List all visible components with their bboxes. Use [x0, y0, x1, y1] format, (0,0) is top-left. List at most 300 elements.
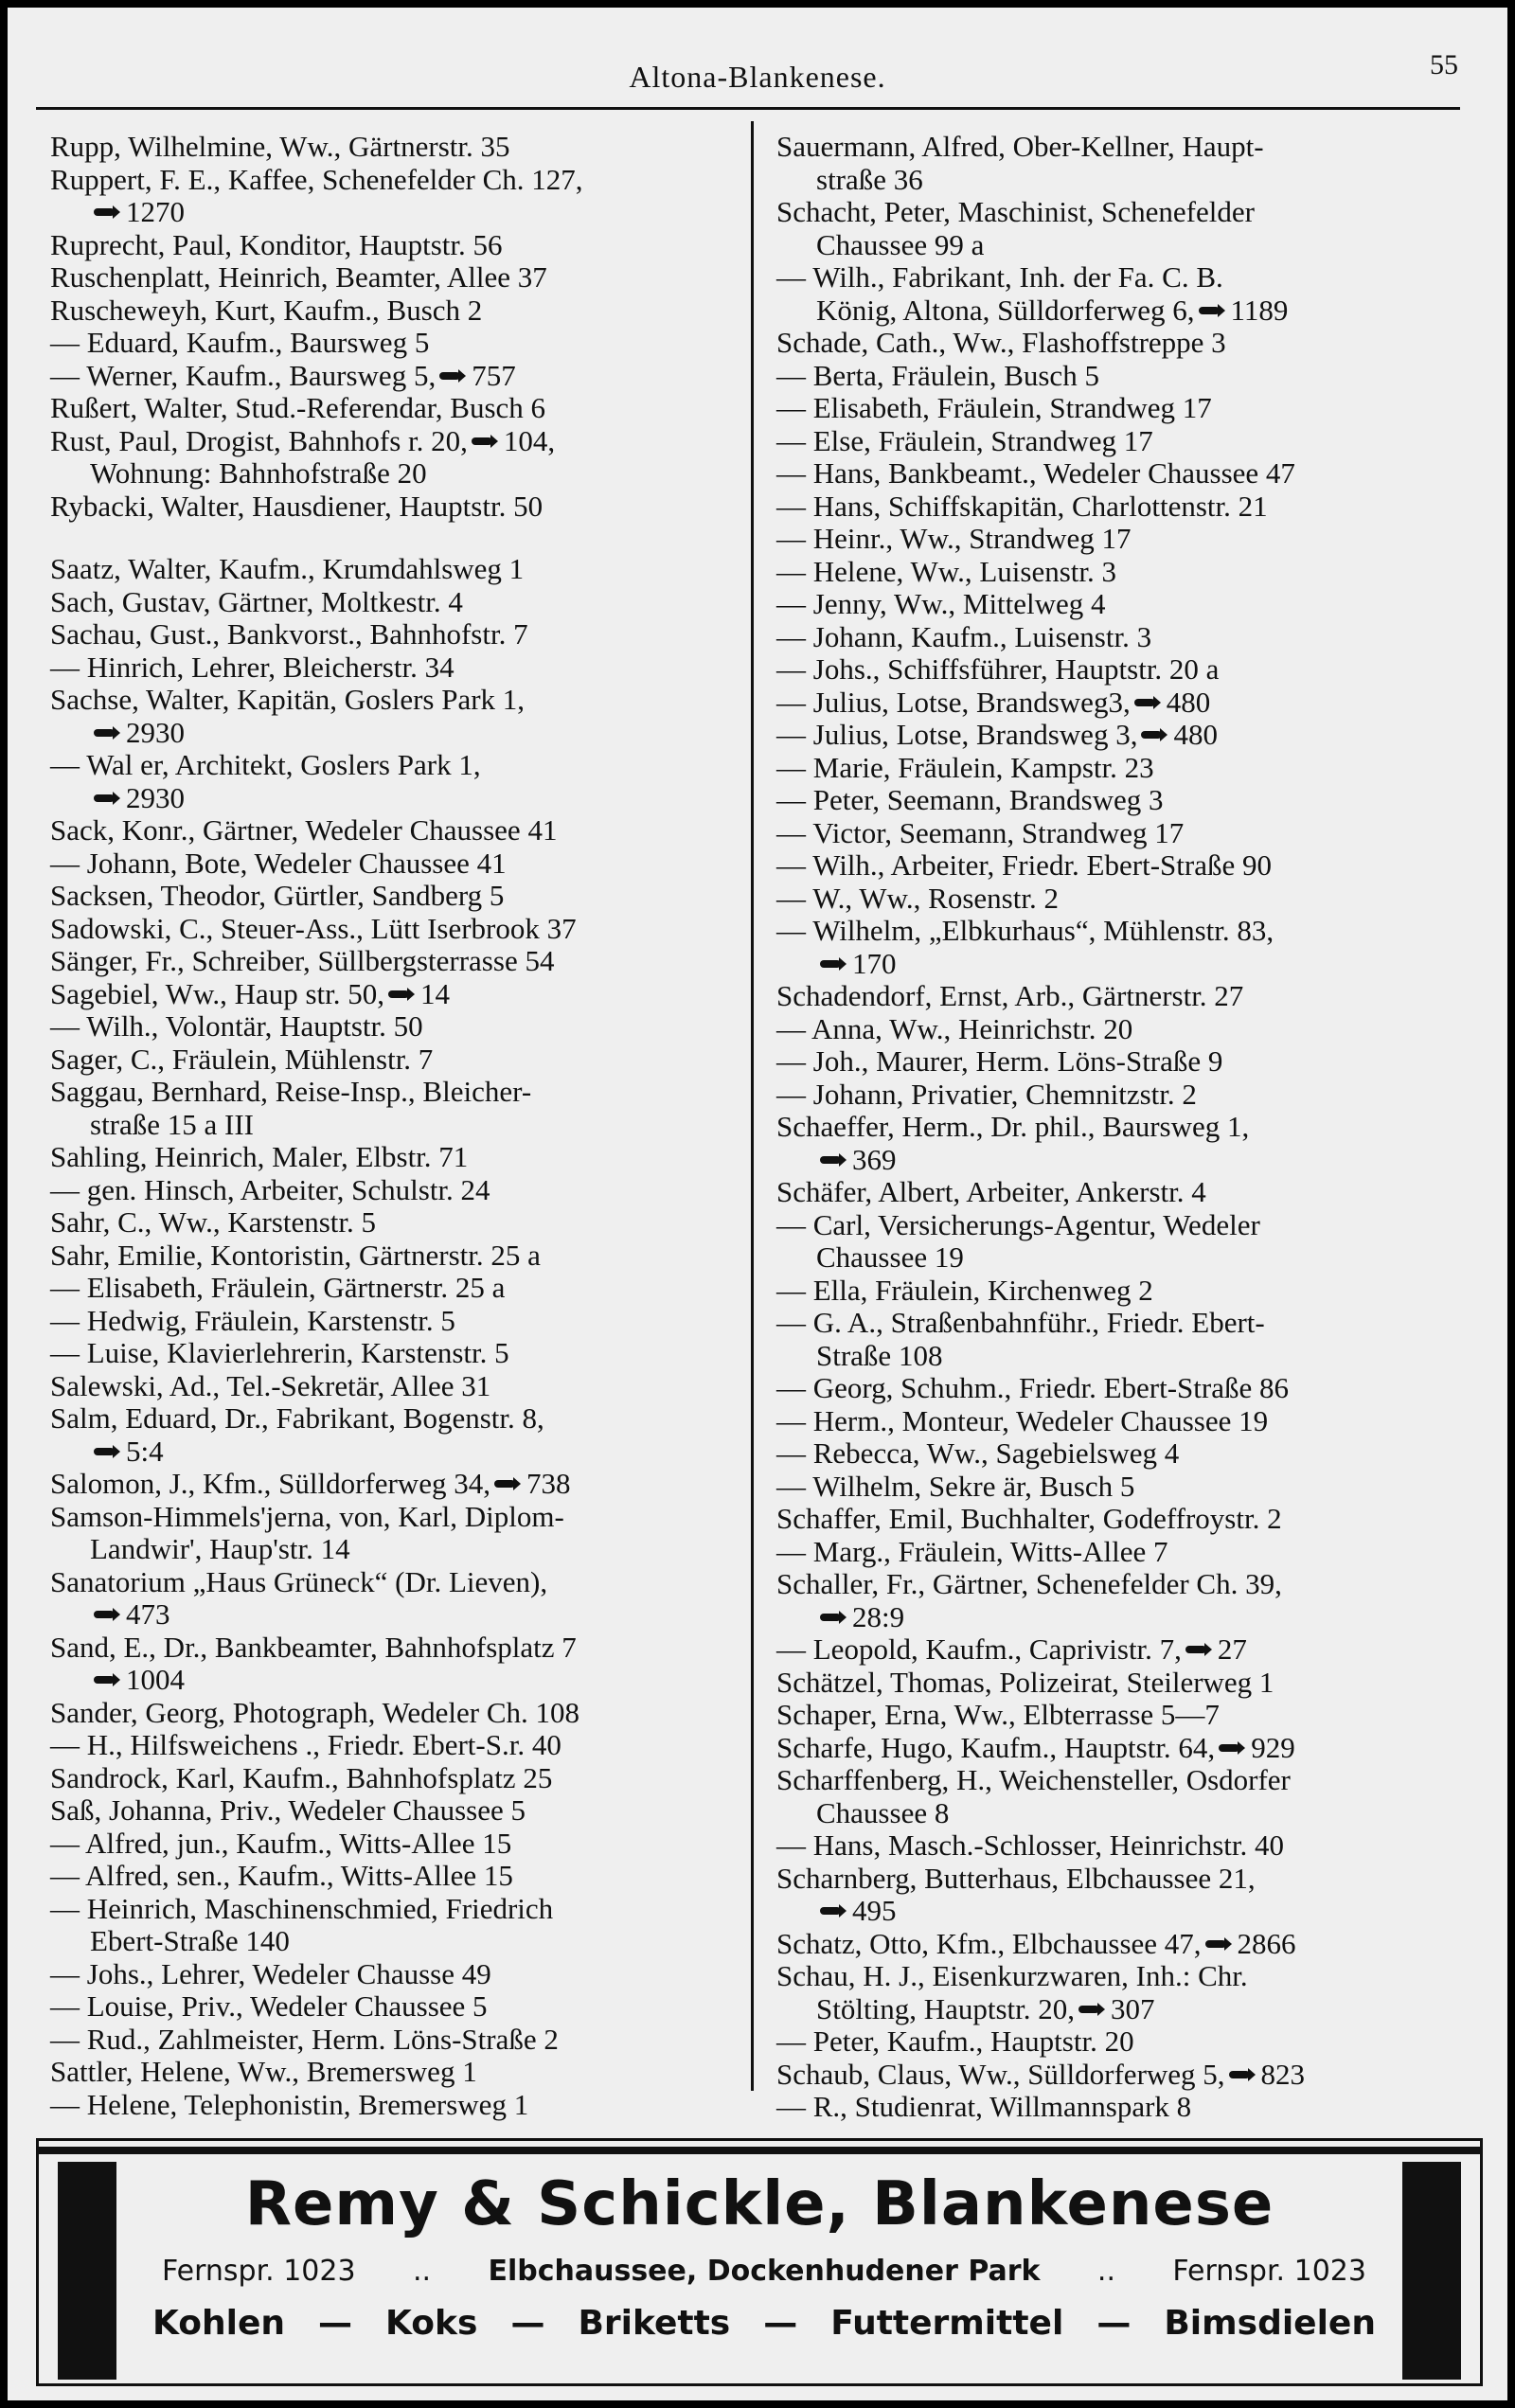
- entry-text: — Else, Fräulein, Strandweg 17: [776, 423, 1153, 457]
- entry-text: Schacht, Peter, Maschinist, Schenefelder: [776, 195, 1255, 228]
- entry-text: Saatz, Walter, Kaufm., Krumdahlsweg 1: [50, 552, 525, 585]
- directory-entry: [776, 1503, 1477, 1536]
- ad-phone-right: Fernspr. 1023: [1172, 2255, 1366, 2288]
- telephone-hand-icon: [1229, 2068, 1256, 2081]
- directory-entry: [776, 1764, 1477, 1829]
- entry-continuation: [776, 1144, 1477, 1177]
- entry-text: Schäfer, Albert, Arbeiter, Ankerstr. 4: [776, 1175, 1206, 1208]
- entry-text: — Leopold, Kaufm., Caprivistr. 7,: [776, 1632, 1182, 1666]
- entry-continuation: [776, 294, 1477, 328]
- telephone-hand-icon: [388, 988, 415, 1001]
- directory-entry: [776, 1013, 1477, 1046]
- entry-text: Schaeffer, Herm., Dr. phil., Baursweg 1,: [776, 1110, 1250, 1143]
- continuation-text: Chaussee 99 a: [816, 227, 985, 261]
- entry-text: Sand, E., Dr., Bankbeamter, Bahnhofsplatz 7: [50, 1630, 577, 1664]
- directory-entry: [776, 1667, 1477, 1700]
- directory-entry: [776, 2091, 1477, 2124]
- directory-entry: [50, 618, 746, 651]
- ad-title: Remy & Schickle, Blankenese: [244, 2169, 1274, 2239]
- phone-number: 5:4: [126, 1434, 164, 1468]
- ad-goods-item: Bimsdielen: [1164, 2304, 1376, 2343]
- entry-text: Rust, Paul, Drogist, Bahnhofs r. 20,: [50, 423, 468, 457]
- phone-number: 2866: [1237, 1926, 1296, 1960]
- ad-goods-dash: —: [1096, 2304, 1132, 2343]
- entry-text: — Joh., Maurer, Herm. Löns-Straße 9: [776, 1044, 1223, 1078]
- directory-entry: [50, 1632, 746, 1697]
- directory-entry: [776, 784, 1477, 817]
- directory-entry: [776, 425, 1477, 458]
- entry-text: Rußert, Walter, Stud.-Referendar, Busch 6: [50, 391, 546, 424]
- entry-text: Schaller, Fr., Gärtner, Schenefelder Ch. 39,: [776, 1567, 1282, 1600]
- directory-entry: [776, 849, 1477, 883]
- directory-entry: [50, 294, 746, 328]
- directory-entry: [50, 1043, 746, 1077]
- directory-entry: [776, 2025, 1477, 2059]
- ad-right-bar: [1402, 2162, 1461, 2380]
- directory-entry: [50, 327, 746, 360]
- directory-entry: [50, 229, 746, 262]
- directory-entry: [50, 1240, 746, 1273]
- directory-entry: [50, 1958, 746, 1991]
- entry-text: Saggau, Bernhard, Reise-Insp., Bleicher-: [50, 1075, 532, 1108]
- directory-entry: [776, 491, 1477, 524]
- entry-text: Sänger, Fr., Schreiber, Süllbergsterrasse 54: [50, 944, 555, 977]
- entry-continuation: [50, 457, 746, 491]
- directory-entry: [50, 913, 746, 946]
- directory-entry: [776, 653, 1477, 687]
- telephone-hand-icon: [1134, 696, 1161, 709]
- entry-continuation: [776, 1340, 1477, 1373]
- directory-entry: [776, 719, 1477, 752]
- entry-text: Sattler, Helene, Ww., Bremersweg 1: [50, 2055, 477, 2088]
- entry-continuation: [50, 1598, 746, 1632]
- directory-entry: [50, 1990, 746, 2024]
- entry-text: Ruppert, F. E., Kaffee, Schenefelder Ch. 127,: [50, 162, 583, 196]
- phone-number: 473: [126, 1597, 170, 1631]
- entry-continuation: [50, 1925, 746, 1958]
- directory-entry: [776, 556, 1477, 589]
- telephone-hand-icon: [439, 369, 466, 383]
- telephone-hand-icon: [94, 1445, 120, 1458]
- directory-entry: [50, 978, 746, 1011]
- running-head: Altona-Blankenese.: [629, 60, 886, 94]
- ad-left-bar: [58, 2162, 116, 2380]
- directory-entry: [776, 817, 1477, 850]
- entry-continuation: [50, 1664, 746, 1697]
- directory-entry: [776, 1536, 1477, 1569]
- directory-entry: [776, 1372, 1477, 1405]
- directory-entry: [50, 1370, 746, 1403]
- directory-entry: [50, 651, 746, 685]
- entry-text: — W., Ww., Rosenstr. 2: [776, 881, 1059, 915]
- entry-text: — gen. Hinsch, Arbeiter, Schulstr. 24: [50, 1172, 490, 1206]
- advertisement: [36, 2138, 1483, 2386]
- directory-entry: [50, 491, 746, 524]
- entry-text: Salewski, Ad., Tel.-Sekretär, Allee 31: [50, 1368, 491, 1402]
- entry-text: Schatz, Otto, Kfm., Elbchaussee 47,: [776, 1926, 1202, 1960]
- entry-text: — Johann, Kaufm., Luisenstr. 3: [776, 619, 1152, 653]
- entry-text: — Marie, Fräulein, Kampstr. 23: [776, 750, 1154, 784]
- directory-entry: [776, 1863, 1477, 1928]
- entry-text: — Wilh., Fabrikant, Inh. der Fa. C. B.: [776, 260, 1223, 294]
- telephone-hand-icon: [494, 1477, 521, 1490]
- directory-entry: [776, 588, 1477, 621]
- entry-text: Ruschenplatt, Heinrich, Beamter, Allee 37: [50, 260, 547, 294]
- entry-continuation: [776, 1993, 1477, 2026]
- continuation-text: Chaussee 19: [816, 1240, 964, 1274]
- entry-text: Schaper, Erna, Ww., Elbterrasse 5—7: [776, 1698, 1220, 1731]
- entry-text: — Julius, Lotse, Brandsweg 3,: [776, 718, 1138, 751]
- telephone-hand-icon: [1219, 1741, 1245, 1755]
- directory-entry: [50, 1337, 746, 1370]
- entry-text: — Helene, Ww., Luisenstr. 3: [776, 554, 1117, 588]
- ad-goods-item: Koks: [385, 2304, 478, 2343]
- telephone-hand-icon: [94, 792, 120, 805]
- entry-continuation: [776, 1895, 1477, 1928]
- entry-text: — Heinrich, Maschinenschmied, Friedrich: [50, 1891, 554, 1925]
- entry-text: — Wilh., Arbeiter, Friedr. Ebert-Straße 90: [776, 848, 1272, 882]
- directory-entry: [50, 2056, 746, 2089]
- phone-number: 369: [852, 1142, 897, 1176]
- phone-number: 104,: [503, 423, 556, 457]
- entry-text: — Wilh., Volontär, Hauptstr. 50: [50, 1009, 423, 1043]
- directory-entry: [776, 1928, 1477, 1961]
- directory-page: [8, 8, 1507, 2400]
- directory-entry: [50, 1794, 746, 1828]
- directory-entry: [776, 1471, 1477, 1504]
- ad-goods-item: Kohlen: [152, 2304, 286, 2343]
- entry-text: — Wilhelm, Sekre är, Busch 5: [776, 1469, 1135, 1503]
- phone-number: 480: [1166, 685, 1211, 719]
- entry-text: — Johann, Privatier, Chemnitzstr. 2: [776, 1077, 1197, 1111]
- entry-text: Sadowski, C., Steuer-Ass., Lütt Iserbrook 37: [50, 911, 577, 945]
- directory-entry: [50, 1206, 746, 1240]
- directory-entry: [776, 392, 1477, 425]
- directory-entry: [50, 684, 746, 749]
- continuation-text: straße 36: [816, 162, 923, 196]
- directory-entry: [776, 1829, 1477, 1863]
- entry-text: — Hans, Schiffskapitän, Charlottenstr. 21: [776, 489, 1268, 523]
- entry-text: — Anna, Ww., Heinrichstr. 20: [776, 1011, 1133, 1045]
- directory-entry: [50, 1860, 746, 1893]
- entry-text: Schadendorf, Ernst, Arb., Gärtnerstr. 27: [776, 979, 1244, 1012]
- entry-text: — Rud., Zahlmeister, Herm. Löns-Straße 2: [50, 2022, 559, 2056]
- continuation-text: König, Altona, Sülldorferweg 6,: [816, 293, 1195, 327]
- entry-text: — Luise, Klavierlehrerin, Karstenstr. 5: [50, 1336, 509, 1369]
- entry-text: Sagebiel, Ww., Haup str. 50,: [50, 976, 385, 1010]
- directory-entry: [50, 847, 746, 881]
- continuation-text: Wohnung: Bahnhofstraße 20: [90, 456, 427, 490]
- telephone-hand-icon: [94, 205, 120, 219]
- entry-text: — Georg, Schuhm., Friedr. Ebert-Straße 86: [776, 1371, 1289, 1404]
- entry-text: Scharffenberg, H., Weichensteller, Osdorfer: [776, 1763, 1291, 1796]
- directory-entry: [50, 131, 746, 164]
- entry-text: Sauermann, Alfred, Ober-Kellner, Haupt-: [776, 130, 1264, 163]
- phone-number: 28:9: [852, 1599, 905, 1633]
- entry-text: — Carl, Versicherungs-Agentur, Wedeler: [776, 1207, 1260, 1241]
- directory-entry: [50, 945, 746, 978]
- entry-text: Ruprecht, Paul, Konditor, Hauptstr. 56: [50, 227, 503, 261]
- entry-text: — Marg., Fräulein, Witts-Allee 7: [776, 1534, 1168, 1568]
- directory-entry: [776, 523, 1477, 556]
- entry-text: — Elisabeth, Fräulein, Strandweg 17: [776, 391, 1212, 424]
- directory-entry: [776, 1079, 1477, 1112]
- entry-text: Sandrock, Karl, Kaufm., Bahnhofsplatz 25: [50, 1760, 553, 1794]
- entry-text: — Peter, Seemann, Brandsweg 3: [776, 783, 1164, 816]
- directory-entry: [776, 915, 1477, 980]
- continuation-text: Straße 108: [816, 1338, 943, 1372]
- telephone-hand-icon: [820, 1904, 847, 1917]
- entry-text: — Wal er, Architekt, Goslers Park 1,: [50, 748, 481, 781]
- entry-text: — Berta, Fräulein, Busch 5: [776, 358, 1099, 392]
- entry-continuation: [776, 1601, 1477, 1634]
- directory-entry: [50, 1010, 746, 1043]
- directory-entry: [50, 1729, 746, 1762]
- entry-continuation: [776, 948, 1477, 981]
- telephone-hand-icon: [1199, 304, 1225, 317]
- entry-text: Sahling, Heinrich, Maler, Elbstr. 71: [50, 1140, 469, 1173]
- entry-text: — Werner, Kaufm., Baursweg 5,: [50, 358, 437, 392]
- ad-goods-dash: —: [763, 2304, 798, 2343]
- phone-number: 480: [1173, 718, 1218, 751]
- telephone-hand-icon: [94, 726, 120, 740]
- directory-entry: [50, 553, 746, 586]
- directory-entry: [50, 1141, 746, 1174]
- page-number: 55: [1430, 49, 1458, 80]
- directory-entry: [776, 980, 1477, 1013]
- directory-entry: [776, 1176, 1477, 1209]
- entry-text: Schau, H. J., Eisenkurzwaren, Inh.: Chr.: [776, 1959, 1248, 1992]
- continuation-text: straße 15 a III: [90, 1107, 254, 1141]
- ad-goods-item: Futtermittel: [830, 2304, 1064, 2343]
- directory-entry: [50, 749, 746, 814]
- entry-continuation: [776, 1241, 1477, 1275]
- directory-entry: [50, 586, 746, 619]
- ad-separator: ..: [1096, 2255, 1115, 2288]
- entry-text: — Julius, Lotse, Brandsweg3,: [776, 685, 1131, 719]
- ad-separator: ..: [412, 2255, 432, 2288]
- entry-text: Sack, Konr., Gärtner, Wedeler Chaussee 41: [50, 813, 558, 847]
- entry-text: — Johs., Lehrer, Wedeler Chausse 49: [50, 1956, 491, 1990]
- directory-entry: [50, 1893, 746, 1958]
- telephone-hand-icon: [1205, 1937, 1232, 1951]
- header-rule: [36, 107, 1460, 110]
- phone-number: 1270: [126, 195, 185, 228]
- ad-top-bar: [39, 2147, 1480, 2154]
- phone-number: 1189: [1230, 293, 1289, 327]
- entry-text: — Johs., Schiffsführer, Hauptstr. 20 a: [776, 652, 1220, 686]
- directory-entry: [50, 164, 746, 229]
- entry-text: Sahr, Emilie, Kontoristin, Gärtnerstr. 25 a: [50, 1238, 541, 1272]
- directory-entry: [50, 360, 746, 393]
- directory-entry: [776, 1633, 1477, 1667]
- entry-text: — H., Hilfsweichens ., Friedr. Ebert-S.r. 40: [50, 1728, 561, 1761]
- phone-number: 14: [420, 976, 451, 1010]
- entry-text: Scharfe, Hugo, Kaufm., Hauptstr. 64,: [776, 1730, 1216, 1764]
- telephone-hand-icon: [1185, 1643, 1212, 1656]
- ad-contact-line: [162, 2255, 1366, 2288]
- column-divider: [751, 121, 754, 2091]
- phone-number: 170: [852, 946, 897, 980]
- entry-text: — Hinrich, Lehrer, Bleicherstr. 34: [50, 650, 454, 684]
- telephone-hand-icon: [820, 957, 847, 971]
- entry-text: — Johann, Bote, Wedeler Chaussee 41: [50, 846, 507, 880]
- entry-continuation: [50, 782, 746, 815]
- entry-text: Salm, Eduard, Dr., Fabrikant, Bogenstr. 8,: [50, 1401, 544, 1435]
- entry-continuation: [776, 229, 1477, 262]
- directory-entry: [776, 1405, 1477, 1438]
- entry-text: Rybacki, Walter, Hausdiener, Hauptstr. 50: [50, 489, 544, 523]
- entry-continuation: [50, 196, 746, 229]
- continuation-text: Landwir', Haup'str. 14: [90, 1532, 350, 1565]
- entry-text: — Victor, Seemann, Strandweg 17: [776, 815, 1185, 849]
- entry-text: — Ella, Fräulein, Kirchenweg 2: [776, 1273, 1153, 1307]
- directory-entry: [776, 1045, 1477, 1079]
- entry-text: — Hedwig, Fräulein, Karstenstr. 5: [50, 1303, 455, 1337]
- entry-text: — Jenny, Ww., Mittelweg 4: [776, 587, 1106, 620]
- directory-entry: [776, 2059, 1477, 2092]
- entry-text: Salomon, J., Kfm., Sülldorferweg 34,: [50, 1467, 490, 1500]
- entry-text: — Helene, Telephonistin, Bremersweg 1: [50, 2087, 529, 2121]
- phone-number: 738: [526, 1467, 571, 1500]
- phone-number: 2930: [126, 780, 185, 814]
- telephone-hand-icon: [94, 1673, 120, 1686]
- entry-text: — Hans, Bankbeamt., Wedeler Chaussee 47: [776, 456, 1295, 490]
- ad-goods-item: Briketts: [578, 2304, 731, 2343]
- directory-entry: [50, 1566, 746, 1632]
- directory-entry: [50, 261, 746, 294]
- entry-continuation: [50, 1436, 746, 1469]
- directory-entry: [50, 814, 746, 847]
- phone-number: 2930: [126, 715, 185, 749]
- ad-address: Elbchaussee, Dockenhudener Park: [488, 2255, 1041, 2288]
- entry-text: — R., Studienrat, Willmannspark 8: [776, 2090, 1192, 2123]
- entry-text: — G. A., Straßenbahnführ., Friedr. Ebert-: [776, 1306, 1265, 1339]
- ad-goods-dash: —: [318, 2304, 353, 2343]
- directory-entry: [50, 392, 746, 425]
- ad-goods-line: [152, 2304, 1376, 2343]
- entry-text: Sahr, C., Ww., Karstenstr. 5: [50, 1205, 377, 1239]
- continuation-text: Chaussee 8: [816, 1795, 950, 1829]
- phone-number: 929: [1251, 1730, 1295, 1764]
- phone-number: 495: [852, 1894, 897, 1927]
- entry-text: — Elisabeth, Fräulein, Gärtnerstr. 25 a: [50, 1271, 506, 1304]
- directory-entry: [50, 1272, 746, 1305]
- directory-entry: [50, 1501, 746, 1566]
- entry-text: Sachau, Gust., Bankvorst., Bahnhofstr. 7: [50, 617, 528, 651]
- entry-continuation: [776, 1797, 1477, 1830]
- entry-text: — Hans, Masch.-Schlosser, Heinrichstr. 40: [776, 1828, 1285, 1862]
- directory-entry: [776, 327, 1477, 360]
- phone-number: 1004: [126, 1663, 185, 1696]
- telephone-hand-icon: [94, 1608, 120, 1621]
- directory-entry: [776, 1307, 1477, 1372]
- directory-entry: [776, 1437, 1477, 1471]
- directory-entry: [776, 752, 1477, 785]
- telephone-hand-icon: [820, 1153, 847, 1167]
- directory-entry: [776, 1568, 1477, 1633]
- telephone-hand-icon: [1078, 2003, 1105, 2016]
- phone-number: 823: [1260, 2057, 1306, 2091]
- telephone-hand-icon: [820, 1611, 847, 1624]
- entry-text: Sachse, Walter, Kapitän, Goslers Park 1,: [50, 683, 526, 716]
- entry-text: Schaffer, Emil, Buchhalter, Godeffroystr. 2: [776, 1502, 1282, 1535]
- entry-text: — Louise, Priv., Wedeler Chaussee 5: [50, 1989, 488, 2023]
- ad-phone-left: Fernspr. 1023: [162, 2255, 356, 2288]
- directory-entry: [50, 1762, 746, 1795]
- directory-entry: [50, 2024, 746, 2057]
- directory-entry: [50, 880, 746, 913]
- entry-text: Samson-Himmels'jerna, von, Karl, Diplom-: [50, 1499, 564, 1533]
- directory-entry: [50, 2089, 746, 2122]
- entry-text: — Rebecca, Ww., Sagebielsweg 4: [776, 1436, 1180, 1470]
- entry-text: Schaub, Claus, Ww., Sülldorferweg 5,: [776, 2057, 1225, 2091]
- phone-number: 27: [1217, 1632, 1247, 1666]
- entry-text: — Alfred, sen., Kaufm., Witts-Allee 15: [50, 1859, 513, 1892]
- directory-entry: [776, 621, 1477, 654]
- entry-continuation: [50, 1109, 746, 1142]
- entry-text: Sager, C., Fräulein, Mühlenstr. 7: [50, 1042, 434, 1076]
- entry-text: Rupp, Wilhelmine, Ww., Gärtnerstr. 35: [50, 130, 510, 163]
- directory-entry: [50, 1402, 746, 1468]
- entry-text: Sacksen, Theodor, Gürtler, Sandberg 5: [50, 879, 505, 912]
- directory-entry: [776, 883, 1477, 916]
- directory-entry: [776, 457, 1477, 491]
- entry-text: Sander, Georg, Photograph, Wedeler Ch. 108: [50, 1695, 580, 1729]
- entry-text: — Eduard, Kaufm., Baursweg 5: [50, 326, 430, 359]
- directory-entry: [50, 425, 746, 491]
- entry-continuation: [50, 717, 746, 750]
- entry-text: Sanatorium „Haus Grüneck“ (Dr. Lieven),: [50, 1564, 548, 1598]
- directory-entry: [776, 360, 1477, 393]
- entry-text: — Heinr., Ww., Strandweg 17: [776, 522, 1132, 555]
- directory-entry: [776, 1111, 1477, 1176]
- directory-entry: [776, 196, 1477, 261]
- entry-text: — Wilhelm, „Elbkurhaus“, Mühlenstr. 83,: [776, 914, 1274, 947]
- directory-entry: [50, 1305, 746, 1338]
- directory-entry: [776, 1209, 1477, 1275]
- entry-continuation: [776, 164, 1477, 197]
- ad-goods-dash: —: [510, 2304, 545, 2343]
- entry-text: Scharnberg, Butterhaus, Elbchaussee 21,: [776, 1861, 1256, 1895]
- right-column: [776, 131, 1477, 2124]
- directory-entry: [50, 1697, 746, 1730]
- directory-entry: [776, 1699, 1477, 1732]
- entry-text: — Herm., Monteur, Wedeler Chaussee 19: [776, 1403, 1269, 1437]
- directory-entry: [776, 261, 1477, 327]
- directory-entry: [776, 687, 1477, 720]
- entry-text: Sach, Gustav, Gärtner, Moltkestr. 4: [50, 584, 463, 618]
- telephone-hand-icon: [1141, 728, 1167, 741]
- entry-text: Saß, Johanna, Priv., Wedeler Chaussee 5: [50, 1793, 526, 1827]
- directory-entry: [50, 1076, 746, 1141]
- directory-entry: [50, 1468, 746, 1501]
- phone-number: 757: [472, 358, 516, 392]
- continuation-text: Ebert-Straße 140: [90, 1924, 290, 1957]
- entry-continuation: [50, 1533, 746, 1566]
- entry-text: Ruscheweyh, Kurt, Kaufm., Busch 2: [50, 293, 483, 327]
- directory-entry: [50, 1174, 746, 1207]
- entry-text: Schätzel, Thomas, Polizeirat, Steilerweg 1: [776, 1665, 1274, 1699]
- left-column: [50, 131, 746, 2121]
- directory-entry: [776, 131, 1477, 196]
- directory-entry: [776, 1732, 1477, 1765]
- directory-entry: [776, 1960, 1477, 2025]
- continuation-text: Stölting, Hauptstr. 20,: [816, 1991, 1075, 2025]
- telephone-hand-icon: [472, 435, 498, 448]
- entry-text: — Alfred, jun., Kaufm., Witts-Allee 15: [50, 1826, 512, 1860]
- directory-entry: [50, 1828, 746, 1861]
